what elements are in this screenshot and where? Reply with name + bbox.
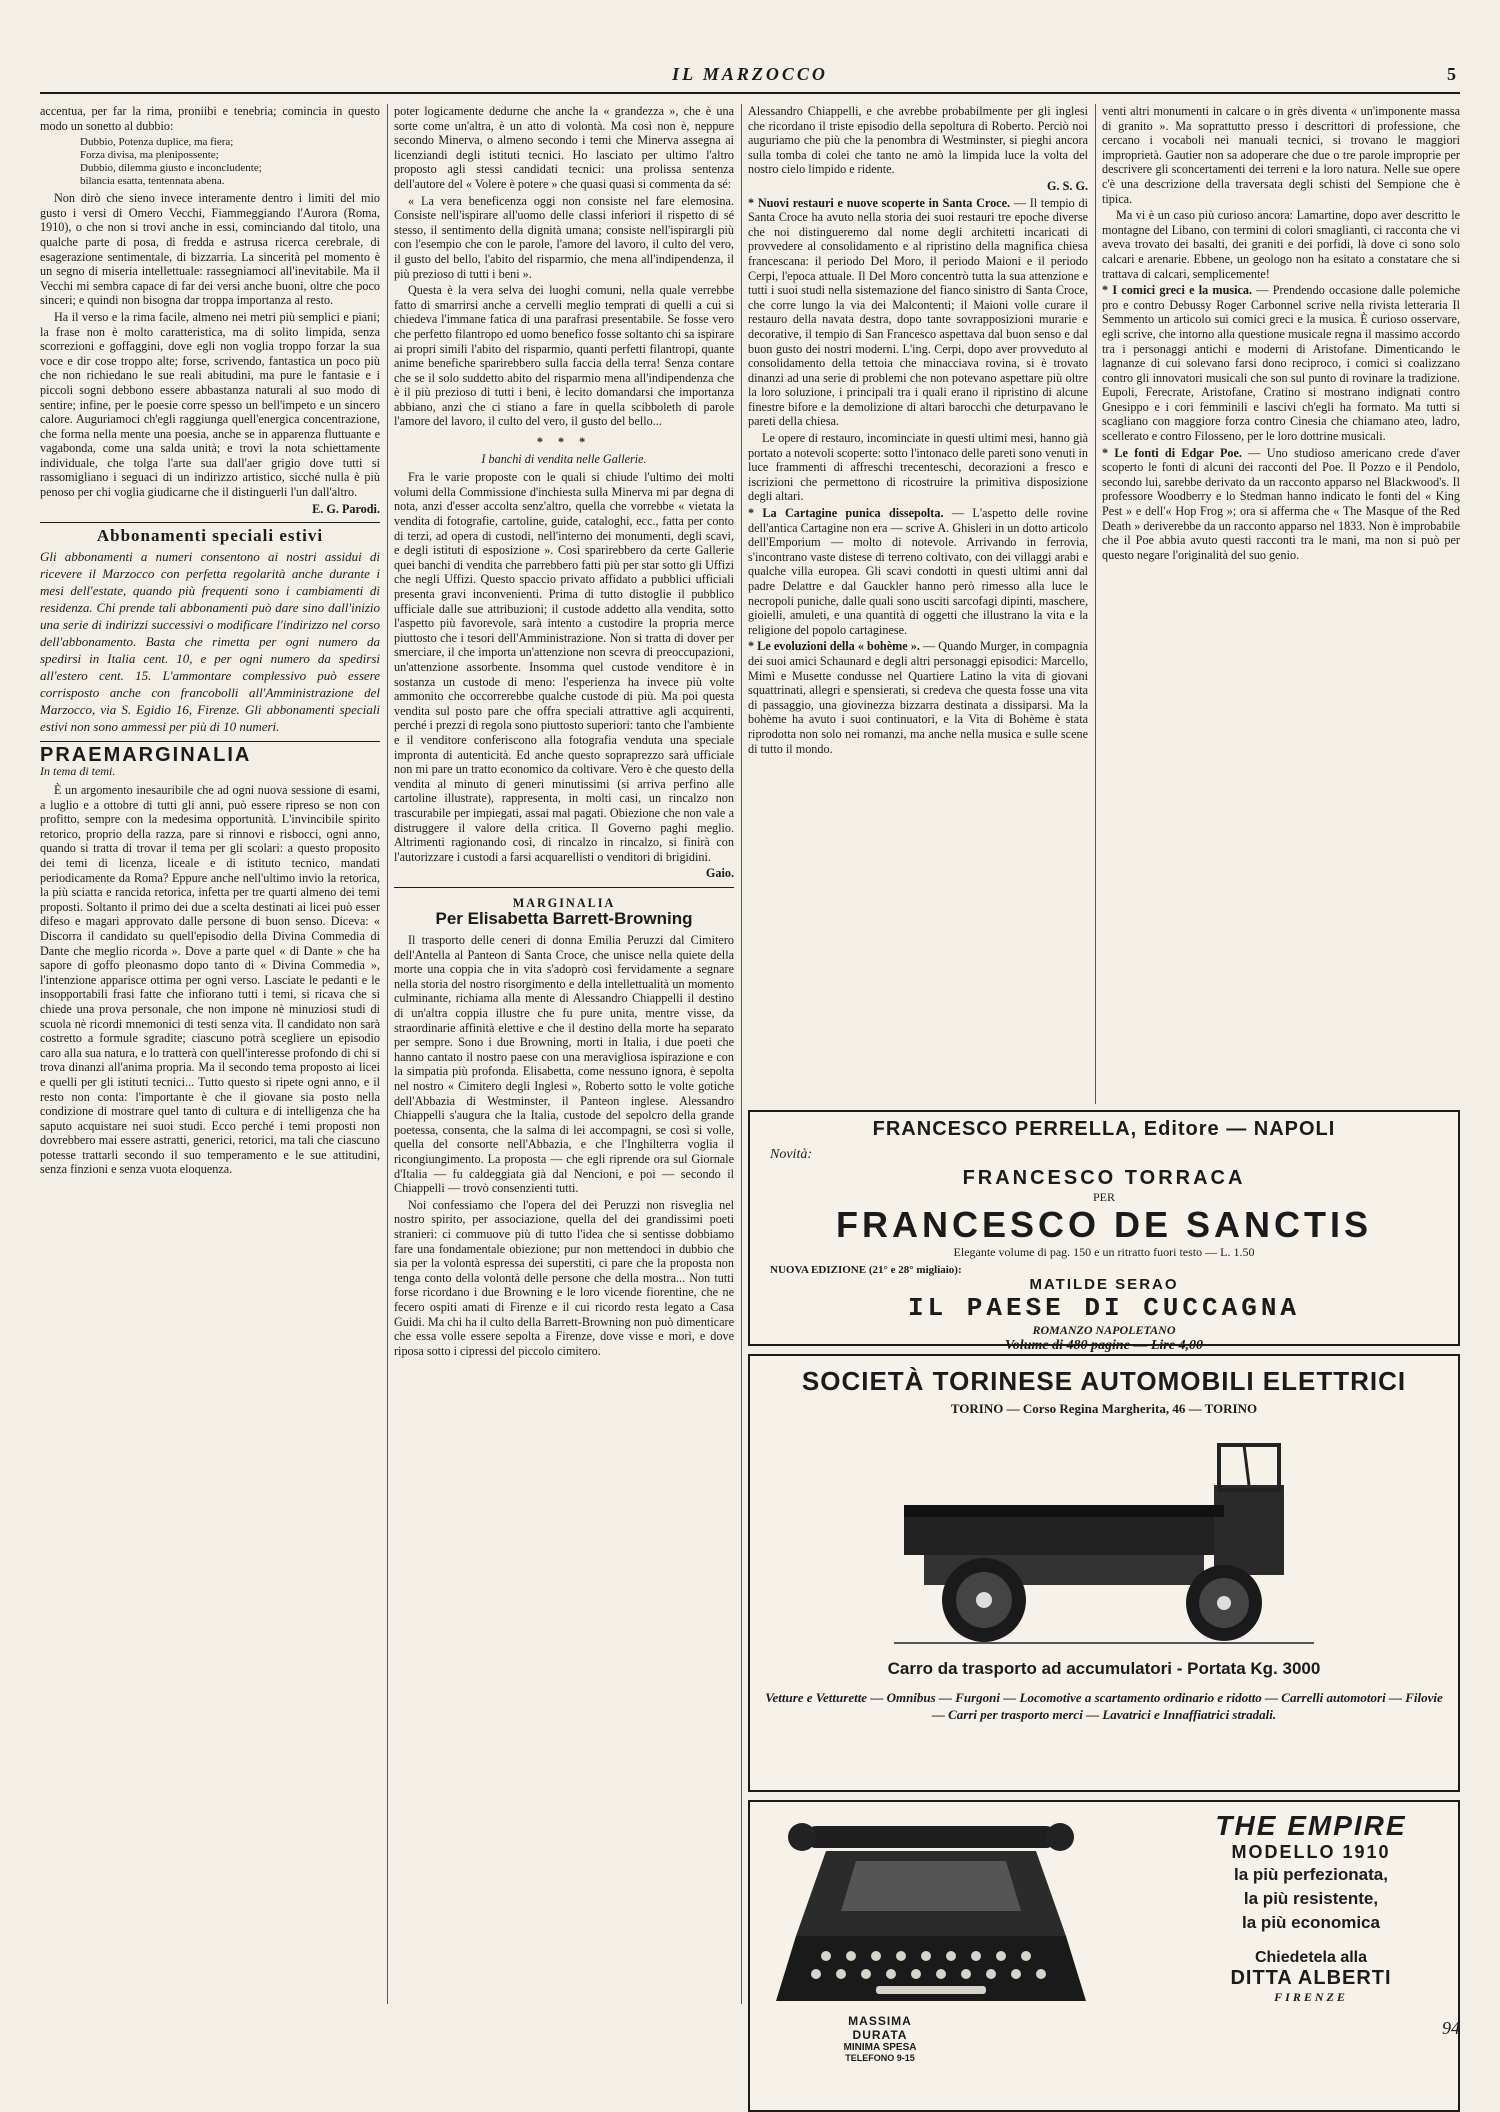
section-heading: MARGINALIA [512, 895, 616, 910]
ad-caption: Carro da trasporto ad accumulatori - Portata Kg. 3000 [887, 1659, 1321, 1678]
ad-author-2: MATILDE SERAO [1029, 1276, 1179, 1293]
column-2 [394, 104, 734, 2004]
ad-publisher: FRANCESCO PERRELLA, Editore — NAPOLI [872, 1118, 1336, 1140]
article-paragraph: Alessandro Chiappelli, e che avrebbe probabilmente per gli inglesi che ricordano il triste episodio della sepoltura di Roberto. Perciò noi auguriamo che più che la penombra di Westminster, si pieghi ancora sulla tomba di colei che tanto ne amò la limpida luce la volta del nostro cielo limpido e ridente. [748, 104, 1088, 177]
column-3 [748, 104, 1088, 1094]
ad-products: Vetture e Vetturette — Omnibus — Furgoni — Locomotive a scartamento ordinario e ridotto — Carrelli automotori — Filovie — Carri per trasporto merci — Lavatrici e Innaffiatrici stradali. [765, 1690, 1443, 1722]
column-4 [1102, 104, 1460, 1104]
column-1 [40, 104, 380, 2004]
ad-ask: Chiedetela alla [1254, 1949, 1368, 1966]
news-item-heading: * I comici greci e la musica. [1102, 283, 1253, 298]
author-signature: E. G. Parodi. [312, 501, 380, 516]
subscription-notice: Gli abbonamenti a numeri consentono ai nostri assidui di ricevere il Marzocco con perfetta regolarità anche durante i mesi dell'estate, quando più frequenti sono i cambiamenti di residenza. Chi prende tali abbonamenti può dare sino dall'inizio una serie di indirizzi successivi o modificare l'indirizzo nel corso dell'abbonamento. Basta che rimetta per ogni numero da spedirsi in Italia cent. 10, e per ogni numero da spedirsi all'estero cent. 15. L'ammontare complessivo può essere corrisposto anche con francobolli all'Amministrazione del Marzocco, via S. Egidio 16, Firenze. Gli abbonamenti speciali estivi non sono ammessi per più di 10 numeri. [40, 548, 380, 734]
section-separator: * * * [536, 435, 592, 450]
poem-line: Forza divisa, ma plenipossente; [80, 149, 219, 162]
article-paragraph: Ma vi è un caso più curioso ancora: Lamartine, dopo aver descritto le montagne del Libano, con termini di colori smaglianti, ci racconta che vi aveva trovato dei basalti, dei graniti e dei porfidi, là dove ci sono solo calcari e arenarie. Ebbene, un geologo non ha esitato a constatare che si trattava di calcari, semplicemente! [1102, 208, 1460, 281]
ad-tagline: la più perfezionata, [1234, 1865, 1388, 1884]
masthead-title: IL MARZOCCO [672, 64, 828, 84]
ad-author: FRANCESCO TORRACA [962, 1167, 1246, 1189]
handwritten-folio-number: 94 [1442, 2018, 1460, 2038]
ad-novelty-label: Novità: [770, 1147, 812, 1162]
news-item-heading: * Le evoluzioni della « bohème ». [748, 639, 920, 654]
badge-line: TELEFONO 9-15 [845, 2053, 915, 2063]
poem-quote [80, 136, 380, 188]
badge-line: MINIMA SPESA [843, 2042, 917, 2053]
badge-line: DURATA [852, 2028, 908, 2042]
poem-line: Dubbio, dilemma giusto e inconcludente; [80, 162, 262, 175]
divider [40, 741, 380, 742]
news-item-heading: * Nuovi restauri e nuove scoperte in Santa Croce. [748, 195, 1011, 210]
article-paragraph: poter logicamente dedurne che anche la « grandezza », che è una sorte come un'altra, è un atto di volontà. Ma così non è, neppure secondo Minerva, o almeno secondo i temi che Minerva assegna ai licenziandi degli istituti tecnici. Ho lasciato per ultimo l'altro proposto agli stessi candidati tecnici: una prolissa sentenza dell'autore del « Volere è potere » che quasi quasi si commenta da sé: [394, 104, 734, 191]
ad-city: FIRENZE [1274, 1990, 1348, 2004]
ad-edition: NUOVA EDIZIONE (21° e 28° migliaio): [770, 1264, 962, 1276]
section-heading: PRAEMARGINALIA [40, 743, 252, 766]
article-paragraph: Le opere di restauro, incominciate in questi ultimi mesi, hanno già portato a notevoli scoperte: sotto l'intonaco delle pareti sono venuti in luce frammenti di affreschi trecenteschi, decorazioni a fresco e iscrizioni che permettono di ricostruire la primitiva disposizione degli altari. [748, 431, 1088, 504]
column-rule [1095, 104, 1096, 1104]
ad-tagline: la più resistente, [1243, 1889, 1379, 1908]
ad-company: SOCIETÀ TORINESE AUTOMOBILI ELETTRICI [801, 1366, 1407, 1396]
ad-brand: THE EMPIRE [1215, 1810, 1407, 1841]
article-paragraph: Questa è la vera selva dei luoghi comuni, nella quale verrebbe fatto di smarrirsi anche a cervelli meglio temprati di quelli a cui si chiedeva l'immane fatica di una parafrasi presentabile. Se fosse vero che perfetto filantropo ed uomo benefico fosse soltanto chi sa ispirare ai propri simili l'abito del risparmio, quanti perfetti filantropi, quante anime benefiche sparirebbero sulla faccia della terra! Senza contare che se il solo suddetto abito del risparmio mena all'indipendenza che è il più prezioso di tutti i beni, è lecito domandarsi che importanza abbiano, anzi che ci stiano a fare in quella scibboleth di parole l'amore del lavoro, il culto del vero, il gusto del bello... [394, 283, 734, 429]
column-rule [387, 104, 388, 2004]
page-number: 5 [1447, 64, 1456, 84]
truck-illustration [884, 1425, 1324, 1655]
ad-book2-title: IL PAESE DI CUCCAGNA [907, 1293, 1301, 1323]
news-item-text: — L'aspetto delle rovine dell'antica Cartagine non era — scrive A. Ghisleri in un dotto articolo dell'Emporium — molto di notevole. Arrivando in ferrovia, s'incontrano vaste distese di terreno coltivato, con dei villaggi arabi e qualche villa europea. Gli scavi condotti in questi ultimi anni dal padre Delattre e dal Gauckler hanno però rimesso alla luce le necropoli puniche, dalle quali sono usciti sarcofagi dipinti, maschere, gioielli, amuleti, e una quantità di oggetti che illustrano la vita e la religione del popolo cartaginese. [748, 506, 1088, 637]
section-subheading: I banchi di vendita nelle Gallerie. [481, 451, 647, 466]
ad-book-description: Elegante volume di pag. 150 e un ritratto fuori testo — L. 1.50 [953, 1245, 1255, 1259]
article-paragraph: venti altri monumenti in calcare o in grès diventa « un'imponente massa di granito ». Ma soprattutto presso i descrittori di professione, che cercano i vocaboli nei manuali tecnici, si trovano le maggiori improprietà. Gautier non sa adoperare che due o tre parole improprie per descrivere gli sconcertamenti dei terreni e la loro natura. Nelle sue opere c'è una descrizione della traversata degli schisti del Sempione che è tipica. [1102, 104, 1460, 206]
ad-automobili [748, 1354, 1460, 1792]
article-paragraph: Noi confessiamo che l'opera del dei Peruzzi non risveglia nel nostro spirito, per associazione, quella del dei grandissimi poeti stranieri: ci commuove più di tutto l'idea che si sentisse dobbiamo fare una fondamentale obiezione; pur non mettendoci in dubbio che sia per la volontà espressa dei superstiti, ci pare che la proposta non tenga conto della volontà delle persone che della mostra... Non tutti forse ricordano i due Browning e le loro vicende fiorentine, che ne fecero ospiti amati di Firenze e il cui ricordo resta legato a Casa Guidi. Ma chi ha il culto della Barrett-Browning non può dimenticare che essa volle essere sepolta a Firenze, dove visse e morì, e dove riposa sotto i cipressi del piccolo cimitero. [394, 1197, 734, 1358]
article-paragraph: È un argomento inesauribile che ad ogni nuova sessione di esami, a luglio e a ottobre di tutti gli anni, può essere ripreso se non con profitto, sempre con la medesima opportunità. L'invincibile spirito retorico, proprio della razza, pare si rinnovi e risbocci, ogni anno, quando si tratta di trovar il tema per gli scolari: a questo proposito dei temi di licenza, liceale e di istituto tecnico, mandati periodicamente da Roma? Eppure anche nell'ultimo invio la retorica, la più sciatta e rancida retorica, infetta per tre quarti almeno dei temi proposti. Soltanto il primo dei due a scelta destinati ai licei può esser difeso e magari approvato dalle persone di buon senso. Diceva: « Discorra il candidato su quell'episodio della Divina Commedia di Dante che meglio ricorda ». Dove a parte quel « di Dante » che ha sapore di goffo pleonasmo dopo tanto di « Divina Commedia », l'intenzione apparisce ottima per ogni verso. Lasciate le pedanti e le insopportabili frasi fatte che infiorano tutti i temi, si ricava che si chiede una prova personale, che non impone nè minuziosi studi di scuola nè ricordi mnemonici di testi senza vita. Il candidato non sarà costretto a formule sgradite; ciascuno potrà scegliere un episodio caro alla sua natura, e lo tratterà con quell'interesse profondo di chi si trova dinanzi all'anima propria. Ma il secondo tema proposto ai licei e quelli per gli istituti tecnici... Tutto questo si ripete ogni anno, e il resto non conta: l'importante è che il giovane sia posto nella condizione di mostrare quel tanto di cultura e di intelligenza che ha saputo acquistare nei suoi studi. Ecco perché i temi proposti non dovrebbero mai essere astratti, generici, retorici, ma tali che ciascuno potesse trattarli secondo il suo temperamento e le sue attitudini, senza finzioni e senza vuota eloquenza. [40, 783, 380, 1177]
typewriter-illustration [766, 1816, 1096, 2016]
author-signature: Gaio. [705, 866, 734, 881]
ad-per: PER [1092, 1190, 1115, 1204]
divider [40, 522, 380, 523]
badge-line: MASSIMA [848, 2014, 912, 2028]
ad-perrella [748, 1110, 1460, 1353]
poem-line: Dubbio, Potenza duplice, ma fiera; [80, 136, 234, 149]
article-paragraph: Non dirò che sieno invece interamente dentro i limiti del mio gusto i versi di Omero Vecchi, Fiammeggiando l'Aurora (Roma, 1910), o che non si trovi anche in essi, cominciando dal titolo, una qualche parte di posa, di fredda e astrusa ricerca cerebrale, di esagerazione sentimentale, di bizzarria. La sincerità pel momento è un segno di miseria intellettuale: rassegniamoci all'inevitabile. Ma il Vecchi mi sembra capace di far dei versi anche buoni, oltre che poco sinceri; e quindi non bisogna dar troppa importanza al resto. [40, 191, 380, 308]
news-item-heading: * La Cartagine punica dissepolta. [748, 506, 944, 521]
empire-text-block [1176, 1810, 1446, 2005]
advertisements [748, 1110, 1460, 2112]
article-paragraph: Il trasporto delle ceneri di donna Emilia Peruzzi dal Cimitero dell'Antella al Panteon di Santa Croce, che unisce nella quiete della morte una coppia che in vita s'adoprò così fervidamente a segnare nella storia del nostro risorgimento e della intellettualità un momento culminante, richiama alla mente di Alessandro Chiappelli il destino di un'altra coppia illustre che fu pure unita, mentre visse, da straordinarie affinità elettive e che il destino della morte ha separato per sempre. Sono i due Browning, morti in Italia, i due poeti che hanno cantato il nostro paese con una meravigliosa ispirazione e con la simpatia più profonda. Elisabetta, come nessuno ignora, è sepolta nel nostro « Cimitero degli Inglesi », Roberto sotto le volte gotiche dell'Abbazia di Westminster, il Panteon inglese. Alessandro Chiappelli s'augura che la Italia, custode del sepolcro della grande poetessa, consenta, che la salma di lei accompagni, se così si volle, quella del consorte nell'Abbazia, e che l'Inghilterra voglia il ricongiungimento. La proposta — che egli riprende ora sul Giornale d'Italia — fu caldeggiata già dal Nencioni, e poi — secondo il Chiappelli — trovò consenzienti tutti. [394, 933, 734, 1196]
ad-tagline: la più economica [1242, 1913, 1380, 1932]
news-item-text: — Quando Murger, in compagnia dei suoi amici Schaunard e degli altri personaggi episodici: Marcello, Mimì e Musette condusse nel Quartiere Latino la vita di giovani squattrinati, allegri e spensierati, si credeva che questa fosse una vita di passaggio, una giovinezza bizzarra destinata a dissiparsi. Ma la bohème ha avuto i suoi continuatori, e la Vita di Bohème è stata riprodotta non solo nei romanzi, ma anche nella musica e sulle scene di tutto il mondo. [748, 639, 1088, 756]
ad-model: MODELLO 1910 [1231, 1842, 1391, 1862]
poem-line: bilancia esatta, tentennata abena. [80, 175, 225, 188]
ad-book2-description: Volume di 480 pagine — Lire 4,00 [1005, 1338, 1203, 1353]
ad-book2-subtitle: ROMANZO NAPOLETANO [1032, 1323, 1176, 1337]
column-rule [741, 104, 742, 2004]
ad-dealer: DITTA ALBERTI [1230, 1967, 1392, 1989]
ad-address: TORINO — Corso Regina Margherita, 46 — TORINO [950, 1401, 1258, 1416]
article-paragraph: Fra le varie proposte con le quali si chiude l'ultimo dei molti volumi della Commissione d'inchiesta sulla Minerva mi par degna di nota, anzi d'esser accolta senz'altro, quella che vorrebbe « vietata la vendita di fotografie, cartoline, guide, cataloghi, ecc., fatta per conto di terzi, ad opera di custodi, nell'interno dei monumenti, degli scavi, e degli istituti di esposizione ». Così sparirebbero da certe Gallerie quei banchi di vendita che parrebbero fatti più per star sotto gli Uffizi che negli Uffizi. Questo spaccio privato affidato a pubblici ufficiali presenta gravi inconvenienti. Prima di tutto distoglie il pubblico ufficiale dalle sue attribuzioni; il custode addetto alla vendita, sotto l'aspetto più favorevole, sarà intento a custodire la propria merce piuttosto che i tesori dell'Amministrazione. Non si tratta di dover per smerciare, il che importa un'attenzione non scevra di preoccupazioni, un'attenzione assorbente. Insomma quel custode venditore è in sostanza un custode di meno: l'esperienza ha invece più volte ammonito che occorrerebbe qualche custode di più. Ma poi questa vendita sul posto pare che offra speciali attrattive agli acquirenti, perché i prezzi di regola sono piuttosto superiori: tanto che l'ambiente e il venditore conferiscono alla fotografia venduta una speciale impronta di autenticità. Ed anche questo sopraprezzo sarà ufficiale non mi pare un tratto economico da coltivare. Vero è che questo della vendita al minuto di generi minutissimi (si arriva perfino alle cartoline illustrate), rappresenta, in molti casi, un rincalzo non trascurabile per impiegati, assai mal pagati. Obiezione che non vale a distruggere il valore della critica. Il Governo paghi meglio. Altrimenti ragionando così, di rincalzo in rincalzo, si finirà con l'autorizzare i custodi a farsi acquarellisti o venditori di brigidini. [394, 470, 734, 864]
page-header [40, 64, 1460, 94]
article-title: Per Elisabetta Barrett-Browning [435, 909, 693, 929]
article-paragraph: accentua, per far la rima, proniibi e tenebria; comincia in questo modo un sonetto al dubbio: [40, 104, 380, 133]
quoted-paragraph: « La vera beneficenza oggi non consiste nel fare elemosina. Consiste nell'ispirare all'uomo delle classi inferiori il rispetto di sé stesso, il sentimento della dignità umana; consiste nell'ispirargli più con l'esempio che con le parole, l'amore del lavoro, il culto del vero, il gusto del bello, l'abito del risparmio, che mena all'indipendenza, il più prezioso di tutti i beni ». [394, 193, 734, 281]
ad-empire-typewriter [748, 1800, 1460, 2112]
news-item-text: — Uno studioso americano crede d'aver scoperto le fonti di alcuni dei racconti del Poe. Il Pozzo e il Pendolo, secondo lui, sarebbe derivato da un racconto apparso nel Blackwood's. Il professore Woodberry e lo Stedman hanno indicato le fonti del « King Pest » e dell'« Hop Frog »; ora si afferma che « The Masque of the Red Death » deriverebbe da un racconto apparso nel 1833. Non è improbabile che il Poe abbia avuto questi racconti tra le mani, ma non si può per questo negare l'originalità del suo genio. [1102, 445, 1460, 562]
subscription-heading: Abbonamenti speciali estivi [96, 526, 324, 546]
news-item-heading: * Le fonti di Edgar Poe. [1102, 445, 1242, 460]
badge-massima-durata [810, 2014, 950, 2063]
section-subheading: In tema di temi. [40, 764, 116, 779]
divider [394, 887, 734, 888]
article-paragraph: Ha il verso e la rima facile, almeno nei metri più semplici e piani; la frase non è molto caratteristica, ma di solito limpida, senza scorrezioni e goffaggini, dove egli non voglia troppo forzar la sua voce e dir cose troppo alte; forse, scrivendo, fantastica un poco più che non richiedano le sue reali abitudini, ma pure le fantasie e i piccoli sogni debbono essere abbastanza naturali al suo modo di sentire; infine, per le poesie corre spesso un bell'impeto e un sincero calore. Auguriamoci ch'egli raggiunga quell'energica concentrazione, che forma nella mente una poesia, anche se in apparenza fluttuante e vagabonda, come una salda unità; e trovi la nota schiettamente individuale, che tolga l'arte sua dall'aer grigio dove tutti si rassomigliano i seguaci di un indirizzo artistico, sicché nulla è più penoso per chi voglia giudicarne che il distinguerli l'un dall'altro. [40, 309, 380, 500]
news-item-text: — Prendendo occasione dalle polemiche pro e contro Debussy Roger Carbonnel scrive nella rivista letteraria Il Semmento un articolo sui comici greci e la musica. È curioso osservare, egli scrive, che intorno alla questione musicale regna il massimo accordo tra i personaggi antichi e moderni di Aristofane. Dimenticando le lagnanze di cui solevano farsi dono reciproco, i comici si coalizzano contro gli innovatori musicali che son sul punto di rovinare la tradizione. Eupoli, Ferecrate, Aristofane, Cratino si mostrano indignati contro Gnesippo e i cori femminili e lascivi ch'egli ha formato. Ma tutti si scagliano con maggiore forza contro Cinesia che chiamano ateo, ladro, scellerato e contro Filosseno, per le loro dottrine musicali. [1102, 283, 1460, 444]
author-signature: G. S. G. [1047, 178, 1088, 193]
ad-book-title: FRANCESCO DE SANCTIS [835, 1204, 1373, 1245]
news-item-text: — Il tempio di Santa Croce ha avuto nella storia dei suoi restauri tre epoche diverse che noi distingueremo dal nome degli architetti incaricati di provvedere al consolidamento e al ripristino della magnifica chiesa francescana: il periodo Del Moro, il periodo Maioni e il periodo Cerpi, l'epoca attuale. Il Del Moro concentrò tutta la sua attenzione e tutti i suoi studi nella sistemazione del fianco sinistro di Santa Croce, che corre lungo la via dei Malcontenti; il Maioni volle curare il restauro della navata destra, dopo tante sovrapposizioni murarie e decorative, il tempio di San Francesco aspettava dal buon senso e dal buon gusto dei nostri moderni. L'ing. Cerpi, dopo aver provveduto al consolidamento della tettoia che minacciava rovina, si è trovato dinanzi ad una serie di problemi che non potevano aspettare più oltre la loro soluzione, i principali tra i quali erano il ripristino di alcune finestre bifore e la demolizione di altari barocchi che deturpavano le pareti della chiesa. [748, 195, 1088, 429]
